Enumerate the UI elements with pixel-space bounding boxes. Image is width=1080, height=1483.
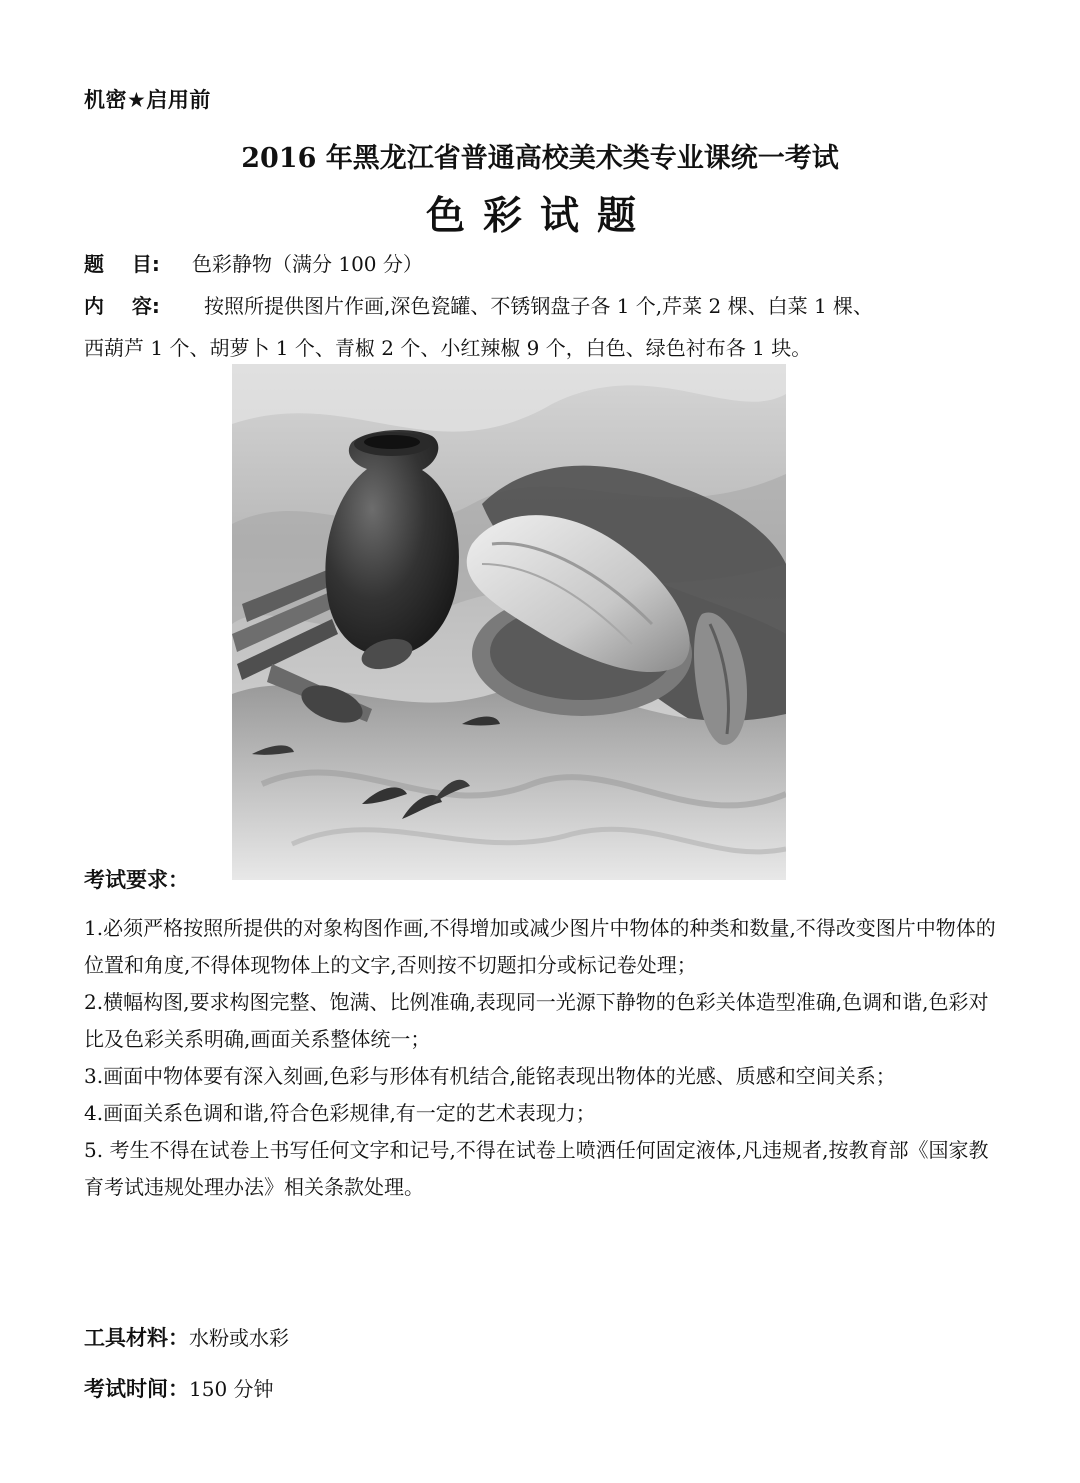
topic-label: 题 目: <box>84 252 160 276</box>
still-life-photo <box>232 364 786 880</box>
time-label: 考试时间： <box>84 1377 189 1401</box>
content-line-2: 西葫芦 1 个、胡萝卜 1 个、青椒 2 个、小红辣椒 9 个，白色、绿色衬布各 1 块。 <box>84 336 812 360</box>
confidential-label: 机密★启用前 <box>84 88 211 112</box>
requirement-item: 2.横幅构图,要求构图完整、饱满、比例准确,表现同一光源下静物的色彩关体造型准确,色调和谐,色彩对比及色彩关系明确,画面关系整体统一； <box>84 990 989 1051</box>
tools-row <box>84 1322 289 1352</box>
exam-title: 2016 年黑龙江省普通高校美术类专业课统一考试 <box>241 143 839 174</box>
content-label: 内 容: <box>84 294 160 318</box>
topic-row <box>84 244 423 284</box>
time-row <box>84 1373 274 1403</box>
content-row <box>84 286 999 326</box>
requirement-item: 4.画面关系色调和谐,符合色彩规律,有一定的艺术表现力； <box>84 1101 596 1125</box>
requirement-item: 5. 考生不得在试卷上书写任何文字和记号,不得在试卷上喷洒任何固定液体,凡违规者,按教育部《国家教育考试违规处理办法》相关条款处理。 <box>84 1138 989 1199</box>
requirements-list <box>84 910 1004 1206</box>
requirement-item: 3.画面中物体要有深入刻画,色彩与形体有机结合,能铭表现出物体的光感、质感和空间关系； <box>84 1064 896 1088</box>
tools-value: 水粉或水彩 <box>189 1326 289 1350</box>
content-line-1: 按照所提供图片作画,深色瓷罐、不锈钢盘子各 1 个,芹菜 2 棵、白菜 1 棵、 <box>204 294 874 318</box>
still-life-illustration <box>232 364 786 880</box>
time-value: 150 分钟 <box>189 1377 274 1401</box>
requirements-heading: 考试要求： <box>84 868 189 892</box>
tools-label: 工具材料： <box>84 1326 189 1350</box>
requirement-item: 1.必须严格按照所提供的对象构图作画,不得增加或减少图片中物体的种类和数量,不得改变图片中物体的位置和角度,不得体现物体上的文字,否则按不切题扣分或标记卷处理； <box>84 916 996 977</box>
topic-value: 色彩静物（满分 100 分） <box>192 252 423 276</box>
subject-title: 色彩试题 <box>425 194 654 239</box>
